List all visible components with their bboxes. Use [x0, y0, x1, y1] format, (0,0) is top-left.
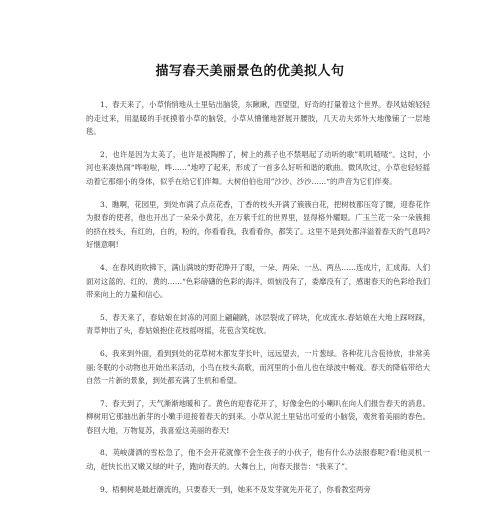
paragraph: 7、春天到了，天气渐渐地暖和了。黄色的迎春花开了，好像金色的小喇叭在向人们报告春天的消息。柳树用它那抽出新芽的小嫩手迎接着春天的到来。小草从泥土里钻出可爱的小脑袋，观赏着美丽的春色。春回大地，万物复苏，我喜爱这美丽的春天!: [86, 398, 430, 435]
document-body: [86, 98, 430, 505]
paragraph: 3、瞧啊，花园里，到处布满了点点花香，丁香的枝头开满了簇簇白花，把树枝都压弯了腰，迎春花作为报春的使者，他也开出了一朵朵小黄花，在万紫千红的世界里，显得格外耀眼。广玉兰花一朵一朵簇拥的挤在枝头，有红的，白的，粉的，你看看我，我看看你，都笑了。这里不是到处都洋溢着春天的气息吗?好惬意啊!: [86, 199, 430, 250]
paragraph: 5、春天来了，春姑娘在封冻的河面上翩翩跳，冰层裂成了碎块，化成流水.春姑娘在大地上踩呀踩，青草伸出了头，春姑娘抱住花枝摇呀摇，花苞含笑绽放。: [86, 312, 430, 336]
paragraph: 9、梧桐树是最赶潮流的，只要春天一到，她来不及发芽就先开花了，你看教室两旁: [100, 484, 371, 494]
paragraph: 8、英峻潇洒的雪松急了，他不会开花就像不会生孩子的小伙子，他有什么办法报春呢?看!他灵机一动，赶快长出又嫩又绿的叶子，跑向春天的。大舞台上，向春天报告：“我来了”。: [86, 448, 430, 472]
paragraph: 6、我来到外面，看到到处的花草树木都发芽长叶，远远望去，一片葱绿。各种花儿含苞待放，非常美丽;冬眠的小动物也开始出来活动，小鸟在枝头高歌，而河里的小鱼儿也在绿波中畅戏。春天的降临带给大自然一片新的景象，到处都充满了生机和希望。: [86, 348, 430, 386]
paragraph: 2、也许是因为太美了，也许是被陶醉了，树上的燕子也不禁唱起了动听的歌”叽叽喳喳“。这时，小河也来凑热闹“哗啦啦，哗……”地哼了起来，形成了一首多么好听和谐的歌曲。微风吹过，小草也轻轻摇动着它那细小的身体，似乎在给它们伴舞。大树伯伯也用”沙沙、沙沙……“的声音为它们伴奏。: [86, 149, 430, 186]
paragraph: 1、春天来了，小草悄悄地从土里钻出脑袋，东瞅瞅，西望望，好奇的打量着这个世界。春风姑娘轻轻的走过来，用温暖的手抚摸着小草的脑袋，小草从懵懂地舒展开腰肢，几天功夫郊外大地像铺了一层地毯。: [86, 100, 430, 137]
document-title: 描写春天美丽景色的优美拟人句: [155, 64, 345, 79]
paragraph: 4、在春风的吹拂下，满山满坡的野花睁开了眼，一朵、两朵、一丛、两丛……连成片，汇成海。人们面对这蓝的、红的、黄的……“色彩磅礴的色彩的海洋，烦恼没有了，委靡没有了，感谢春天的色彩给我们带来向上的力量和信心。: [86, 262, 430, 300]
